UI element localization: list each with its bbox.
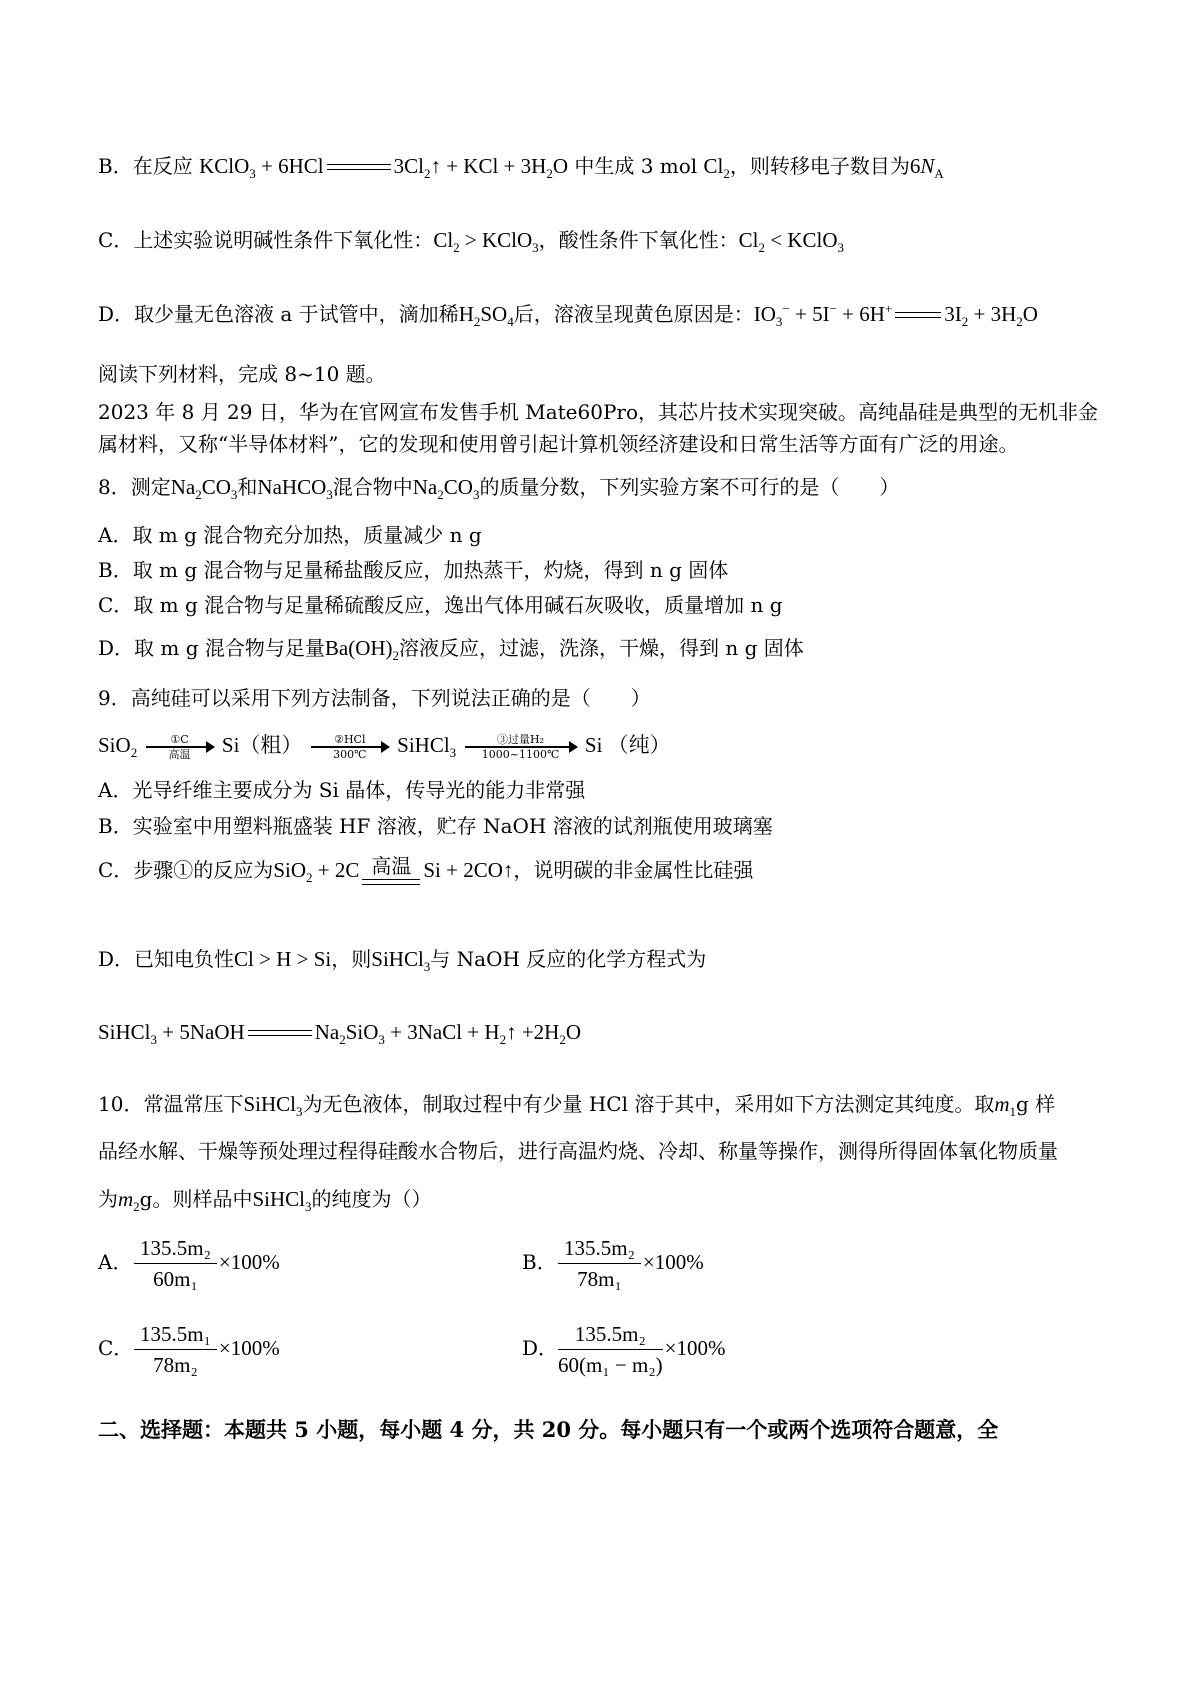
arrow-step-2: ②HCl 300℃ xyxy=(311,733,389,761)
q10-option-a: A． $\frac{\text{135.5m₂}}{\text{60m₁}}$ ×100% xyxy=(98,1236,280,1291)
arrow-step-3: ③过量H₂ 1000~1100℃ xyxy=(465,733,577,761)
fraction: $\frac{\text{135.5m₂}}{\text{78m₁}}$ xyxy=(558,1235,641,1292)
q7-option-d: D．取少量无色溶液 a 于试管中，滴加稀$H_2SO_4$后，溶液呈现黄色原因是：$IO_3^- + 5I^- + 6H^+$ $3I_2 + 3H_2O$ xyxy=(98,301,1038,330)
condition-equals: 高温 xyxy=(362,856,420,888)
q9-reaction-route: SiO$_2$ ①C 高温 Si（粗） ②HCl 300℃ SiHCl$_3$ ③过量H₂ 1000~1100℃ Si （纯） xyxy=(98,732,671,761)
q7-option-c: C．上述实验说明碱性条件下氧化性：$Cl_2$ > KClO$_3$，酸性条件下氧化性：$Cl_2$ < KClO$_3$ xyxy=(98,228,845,256)
q8-option-b: B．取 m g 混合物与足量稀盐酸反应，加热蒸干，灼烧，得到 n g 固体 xyxy=(98,558,729,582)
fraction: $\frac{\text{135.5m₂}}{\text{60(m₁ − m₂)}}$ xyxy=(558,1322,663,1377)
question-number: 9． xyxy=(98,686,131,710)
question-number: 10． xyxy=(98,1092,144,1116)
q10-option-c: C． $\frac{\text{135.5m₁}}{\text{78m₂}}$ ×100% xyxy=(98,1322,280,1377)
q8-option-d: D．取 m g 混合物与足量$Ba(OH)_2$溶液反应，过滤，洗涤，干燥，得到 n g 固体 xyxy=(98,636,804,664)
fraction: $\frac{\text{135.5m₁}}{\text{78m₂}}$ xyxy=(134,1321,217,1378)
fraction: $\frac{\text{135.5m₂}}{\text{60m₁}}$ xyxy=(134,1235,217,1292)
q9-stem: 9．高纯硅可以采用下列方法制备，下列说法正确的是（ ） xyxy=(98,686,651,710)
q10-line-3: 为$m_2g$。则样品中SiHCl$_3$的纯度为（） xyxy=(98,1187,432,1215)
reading-intro: 阅读下列材料，完成 8~10 题。 xyxy=(98,362,386,386)
q10-option-d: D． $\frac{\text{135.5m₂}}{\text{60(m₁ − m₂)}}$ ×100% xyxy=(522,1322,726,1377)
q9-option-d-equation: SiHCl$_3$ + 5NaOH $Na_2SiO_3$ + 3NaCl + $H_2↑ +2H_2O$ xyxy=(98,1020,582,1048)
arrow-step-1: ①C 高温 xyxy=(146,733,214,761)
option-label: B． xyxy=(98,154,133,178)
reading-line-1: 2023 年 8 月 29 日，华为在官网宣布发售手机 Mate60Pro，其芯片技术实现突破。高纯晶硅是典型的无机非金 xyxy=(98,400,1098,424)
q9-option-a: A．光导纤维主要成分为 Si 晶体，传导光的能力非常强 xyxy=(98,778,586,802)
q9-option-c: C．步骤①的反应为SiO$_2$ + 2C 高温 Si + 2CO↑，说明碳的非金属性比硅强 xyxy=(98,852,753,888)
option-label: C． xyxy=(98,228,134,252)
q9-option-d: D．已知电负性Cl > H > Si，则SiHCl$_3$与 NaOH 反应的化学方程式为 xyxy=(98,947,707,975)
q8-stem: 8．测定$Na_2CO_3$和NaHCO$_3$混合物中$Na_2CO_3$的质量分数，下列实验方案不可行的是（ ） xyxy=(98,475,900,503)
question-number: 8． xyxy=(98,475,131,499)
reading-line-2: 属材料，又称“半导体材料”，它的发现和使用曾引起计算机领经济建设和日常生活等方面有广泛的用途。 xyxy=(98,432,1019,456)
q10-line-2: 品经水解、干燥等预处理过程得硅酸水合物后，进行高温灼烧、冷却、称量等操作，测得所得固体氧化物质量 xyxy=(98,1139,1058,1163)
q10-line-1: 10．常温常压下SiHCl$_3$为无色液体，制取过程中有少量 HCl 溶于其中，采用如下方法测定其纯度。取$m_1g$ 样 xyxy=(98,1092,1056,1120)
option-label: D． xyxy=(98,302,135,326)
q8-option-a: A．取 m g 混合物充分加热，质量减少 n g xyxy=(98,523,482,547)
q7-option-b: B．在反应 KClO$_3$ + 6HCl $3Cl_2↑$ + KCl + $3H_2O$ 中生成 3 mol $Cl_2$，则转移电子数目为$6N_A$ xyxy=(98,154,944,182)
equation: KClO$_3$ + 6HCl $3Cl_2↑$ + KCl + $3H_2O$ xyxy=(199,154,568,182)
q10-option-b: B． $\frac{\text{135.5m₂}}{\text{78m₁}}$ ×100% xyxy=(522,1236,704,1291)
section-heading: 二、选择题：本题共 5 小题，每小题 4 分，共 20 分。每小题只有一个或两个选项符合题意，全 xyxy=(98,1417,999,1442)
q8-option-c: C．取 m g 混合物与足量稀硫酸反应，逸出气体用碱石灰吸收，质量增加 n g xyxy=(98,593,783,617)
q9-option-b: B．实验室中用塑料瓶盛装 HF 溶液，贮存 NaOH 溶液的试剂瓶使用玻璃塞 xyxy=(98,814,773,838)
